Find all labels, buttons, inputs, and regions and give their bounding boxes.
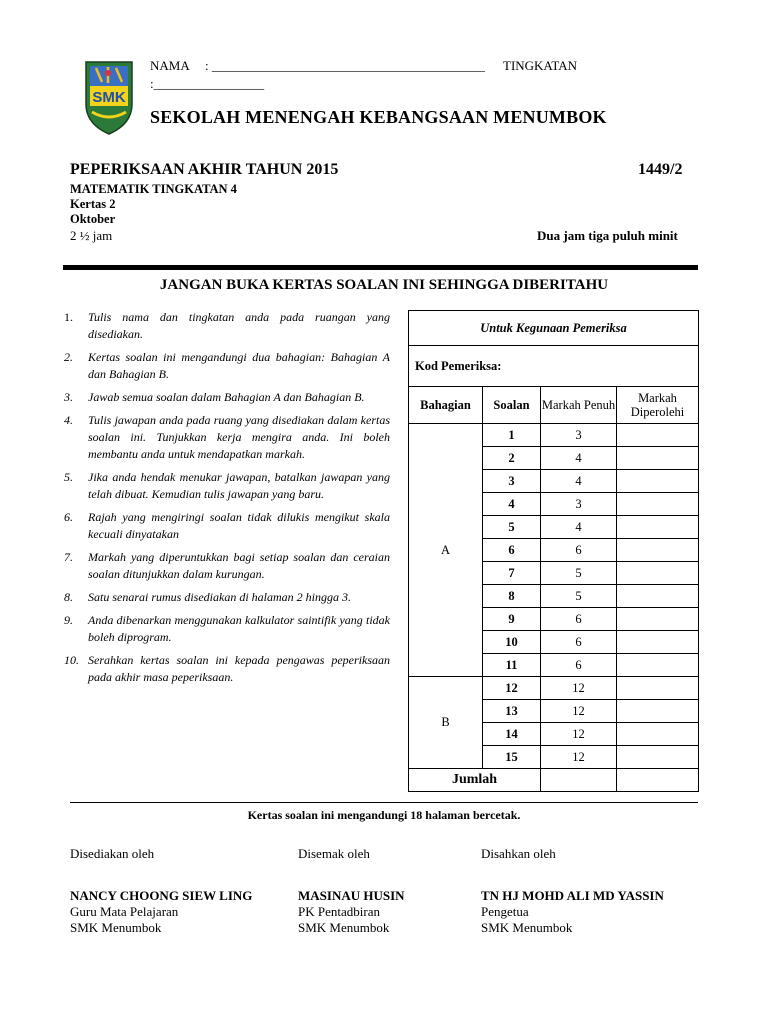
marks-obtained-cell[interactable]: [617, 723, 699, 746]
marks-obtained-cell[interactable]: [617, 562, 699, 585]
signatory-name: NANCY CHOONG SIEW LING: [70, 888, 253, 903]
total-full-marks-cell: [541, 769, 617, 792]
instruction-text: Serahkan kertas soalan ini kepada pengawas peperiksaan pada akhir masa peperiksaan.: [88, 653, 390, 684]
examiner-table-title: Untuk Kegunaan Pemeriksa: [409, 311, 699, 346]
signatory-label: Disemak oleh: [298, 846, 370, 861]
signatory-label: Disediakan oleh: [70, 846, 155, 861]
full-marks: 3: [541, 493, 617, 516]
nama-field-line[interactable]: : __________________________________________: [205, 58, 485, 73]
footer-divider: [70, 802, 698, 803]
paper-code: 1449/2: [638, 161, 683, 178]
signatory-org: SMK Menumbok: [70, 920, 162, 935]
signatory-prepared: [70, 846, 252, 936]
instruction-item: [64, 389, 390, 406]
instruction-text: Jawab semua soalan dalam Bahagian A dan Bahagian B.: [88, 390, 365, 404]
instructions-list: [64, 309, 390, 692]
full-marks: 4: [541, 516, 617, 539]
full-marks: 12: [541, 746, 617, 769]
instruction-text: Kertas soalan ini mengandungi dua bahagian: Bahagian A dan Bahagian B.: [88, 350, 390, 381]
instruction-number: 5.: [64, 470, 73, 484]
instruction-text: Jika anda hendak menukar jawapan, batalkan jawapan yang telah dibuat. Kemudian tulis jawapan yang baru.: [88, 470, 390, 501]
signatory-role: PK Pentadbiran: [298, 904, 380, 919]
full-marks: 6: [541, 539, 617, 562]
school-name: SEKOLAH MENENGAH KEBANGSAAN MENUMBOK: [150, 107, 607, 127]
instruction-item: [64, 589, 390, 606]
question-number: 6: [483, 539, 541, 562]
col-header-markah-penuh: Markah Penuh: [541, 387, 617, 424]
marks-obtained-cell[interactable]: [617, 677, 699, 700]
instruction-number: 6.: [64, 510, 73, 524]
question-number: 4: [483, 493, 541, 516]
question-number: 9: [483, 608, 541, 631]
marks-obtained-cell[interactable]: [617, 700, 699, 723]
signatory-label: Disahkan oleh: [481, 846, 556, 861]
instruction-number: 10.: [64, 653, 79, 667]
marks-obtained-cell[interactable]: [617, 746, 699, 769]
total-marks-obtained-cell[interactable]: [617, 769, 699, 792]
exam-title: PEPERIKSAAN AKHIR TAHUN 2015: [70, 161, 339, 178]
signatory-role: Pengetua: [481, 904, 529, 919]
instruction-number: 3.: [64, 390, 73, 404]
total-label: Jumlah: [409, 769, 541, 792]
marks-obtained-cell[interactable]: [617, 516, 699, 539]
signatory-org: SMK Menumbok: [298, 920, 390, 935]
question-number: 14: [483, 723, 541, 746]
signatory-approved: [481, 846, 664, 936]
instruction-text: Anda dibenarkan menggunakan kalkulator saintifik yang tidak boleh diprogram.: [88, 613, 390, 644]
marks-obtained-cell[interactable]: [617, 424, 699, 447]
marks-obtained-cell[interactable]: [617, 447, 699, 470]
instruction-number: 2.: [64, 350, 73, 364]
instruction-item: [64, 469, 390, 503]
instruction-text: Rajah yang mengiringi soalan tidak dilukis mengikut skala kecuali dinyatakan: [88, 510, 390, 541]
instruction-item: [64, 612, 390, 646]
examiner-code-field[interactable]: Kod Pemeriksa:: [409, 346, 699, 387]
full-marks: 5: [541, 562, 617, 585]
full-marks: 4: [541, 447, 617, 470]
signatory-name: MASINAU HUSIN: [298, 888, 405, 903]
instruction-text: Satu senarai rumus disediakan di halaman 2 hingga 3.: [88, 590, 351, 604]
signatory-role: Guru Mata Pelajaran: [70, 904, 179, 919]
section-a-label: A: [409, 424, 483, 677]
question-number: 5: [483, 516, 541, 539]
question-number: 1: [483, 424, 541, 447]
full-marks: 3: [541, 424, 617, 447]
section-b-label: B: [409, 677, 483, 769]
question-number: 13: [483, 700, 541, 723]
question-number: 3: [483, 470, 541, 493]
question-number: 12: [483, 677, 541, 700]
signatory-name: TN HJ MOHD ALI MD YASSIN: [481, 888, 664, 903]
full-marks: 6: [541, 631, 617, 654]
duration: 2 ½ jam: [70, 228, 113, 243]
col-header-soalan: Soalan: [483, 387, 541, 424]
marks-obtained-cell[interactable]: [617, 654, 699, 677]
instruction-text: Tulis nama dan tingkatan anda pada ruangan yang disediakan.: [88, 310, 390, 341]
question-number: 8: [483, 585, 541, 608]
instruction-item: [64, 549, 390, 583]
full-marks: 12: [541, 700, 617, 723]
instruction-number: 1.: [64, 310, 73, 324]
duration-words: Dua jam tiga puluh minit: [537, 228, 678, 243]
full-marks: 12: [541, 723, 617, 746]
instruction-number: 4.: [64, 413, 73, 427]
instruction-number: 8.: [64, 590, 73, 604]
svg-text:SMK: SMK: [92, 89, 126, 106]
page-count-note: Kertas soalan ini mengandungi 18 halaman bercetak.: [247, 808, 521, 822]
subject: MATEMATIK TINGKATAN 4: [70, 182, 237, 196]
marks-obtained-cell[interactable]: [617, 493, 699, 516]
signatory-org: SMK Menumbok: [481, 920, 573, 935]
instruction-item: [64, 509, 390, 543]
marks-obtained-cell[interactable]: [617, 585, 699, 608]
instruction-text: Markah yang diperuntukkan bagi setiap soalan dan ceraian soalan ditunjukkan dalam kurungan.: [88, 550, 390, 581]
school-logo: [82, 56, 136, 136]
full-marks: 5: [541, 585, 617, 608]
full-marks: 4: [541, 470, 617, 493]
instruction-item: [64, 412, 390, 463]
instruction-number: 7.: [64, 550, 73, 564]
instruction-number: 9.: [64, 613, 73, 627]
marks-obtained-cell[interactable]: [617, 470, 699, 493]
col-header-markah-diperolehi: Markah Diperolehi: [617, 387, 699, 424]
question-number: 11: [483, 654, 541, 677]
col-header-bahagian: Bahagian: [409, 387, 483, 424]
instruction-text: Tulis jawapan anda pada ruang yang disediakan dalam kertas soalan ini. Tunjukkan kerja mengira anda. Ini boleh membantu anda untuk mendapatkan markah.: [88, 413, 390, 461]
question-number: 2: [483, 447, 541, 470]
instruction-item: [64, 309, 390, 343]
full-marks: 6: [541, 608, 617, 631]
instruction-item: [64, 349, 390, 383]
full-marks: 6: [541, 654, 617, 677]
tingkatan-label: TINGKATAN: [503, 58, 578, 73]
marks-obtained-cell[interactable]: [617, 608, 699, 631]
instruction-item: [64, 652, 390, 686]
question-number: 10: [483, 631, 541, 654]
marks-obtained-cell[interactable]: [617, 539, 699, 562]
marks-obtained-cell[interactable]: [617, 631, 699, 654]
examiner-table: [408, 310, 699, 792]
full-marks: 12: [541, 677, 617, 700]
paper-number: Kertas 2: [70, 197, 116, 211]
question-number: 15: [483, 746, 541, 769]
warning-banner: JANGAN BUKA KERTAS SOALAN INI SEHINGGA DIBERITAHU: [159, 277, 609, 293]
tingkatan-field-line[interactable]: :_________________: [150, 76, 265, 91]
header-divider: [63, 265, 698, 270]
signatory-checked: [298, 846, 405, 936]
exam-month: Oktober: [70, 212, 116, 226]
nama-label: NAMA: [150, 58, 190, 73]
question-number: 7: [483, 562, 541, 585]
